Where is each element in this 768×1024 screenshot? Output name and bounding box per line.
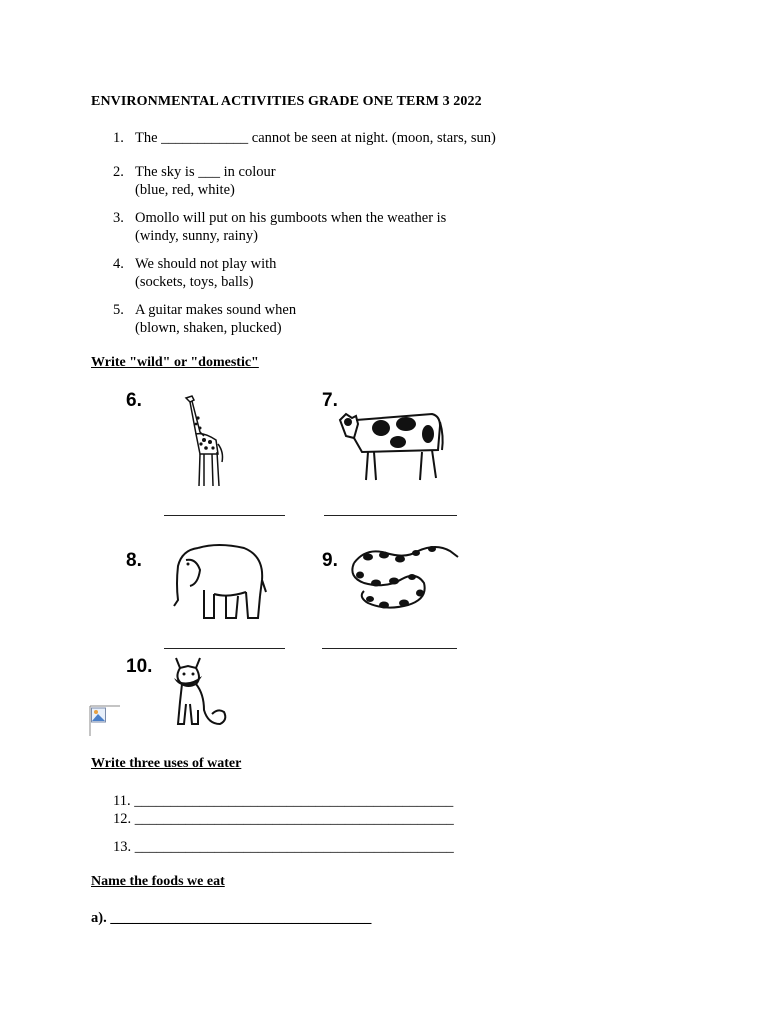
snake-icon bbox=[346, 543, 461, 615]
answer-line-6[interactable] bbox=[164, 515, 285, 516]
question-1 bbox=[113, 129, 496, 147]
item-number-10: 10. bbox=[126, 656, 153, 677]
section-heading-foods: Name the foods we eat bbox=[91, 874, 225, 889]
question-options: (blown, shaken, plucked) bbox=[135, 320, 282, 336]
question-number: 3. bbox=[113, 210, 124, 226]
elephant-icon bbox=[168, 540, 268, 622]
question-options: (windy, sunny, rainy) bbox=[135, 228, 258, 244]
section-heading-water: Write three uses of water bbox=[91, 756, 242, 771]
question-number: 2. bbox=[113, 164, 124, 180]
question-2 bbox=[113, 163, 276, 199]
question-options: (sockets, toys, balls) bbox=[135, 274, 254, 290]
question-3 bbox=[113, 209, 446, 245]
item-number-8: 8. bbox=[126, 550, 142, 571]
question-number: 4. bbox=[113, 256, 124, 272]
cow-icon bbox=[336, 406, 446, 484]
item-number-9: 9. bbox=[322, 550, 338, 571]
question-text: Omollo will put on his gumboots when the weather is bbox=[135, 210, 447, 226]
answer-line-a[interactable]: a). ____________________________________ bbox=[91, 910, 372, 926]
question-number: 5. bbox=[113, 302, 124, 318]
item-number-7: 7. bbox=[322, 390, 338, 411]
answer-line-12[interactable]: 12. ____________________________________________ bbox=[113, 811, 454, 827]
item-number-6: 6. bbox=[126, 390, 142, 411]
question-text: The ____________ cannot be seen at night. (moon, stars, sun) bbox=[135, 130, 496, 146]
question-options: (blue, red, white) bbox=[135, 182, 235, 198]
answer-line-13[interactable]: 13. ____________________________________________ bbox=[113, 839, 454, 855]
answer-line-11[interactable]: 11. ____________________________________________ bbox=[113, 793, 454, 809]
question-text: The sky is ___ in colour bbox=[135, 164, 276, 180]
question-number: 1. bbox=[113, 130, 124, 146]
question-text: We should not play with bbox=[135, 256, 277, 272]
page-title: ENVIRONMENTAL ACTIVITIES GRADE ONE TERM 3 2022 bbox=[91, 94, 482, 109]
question-5 bbox=[113, 301, 296, 337]
answer-line-8[interactable] bbox=[164, 648, 285, 649]
question-text: A guitar makes sound when bbox=[135, 302, 297, 318]
answer-line-9[interactable] bbox=[322, 648, 457, 649]
cat-icon bbox=[168, 654, 232, 730]
giraffe-icon bbox=[180, 392, 240, 492]
broken-image-icon bbox=[90, 706, 120, 736]
section-heading-wild-domestic: Write "wild" or "domestic" bbox=[91, 355, 259, 370]
question-4 bbox=[113, 255, 276, 291]
answer-line-7[interactable] bbox=[324, 515, 457, 516]
